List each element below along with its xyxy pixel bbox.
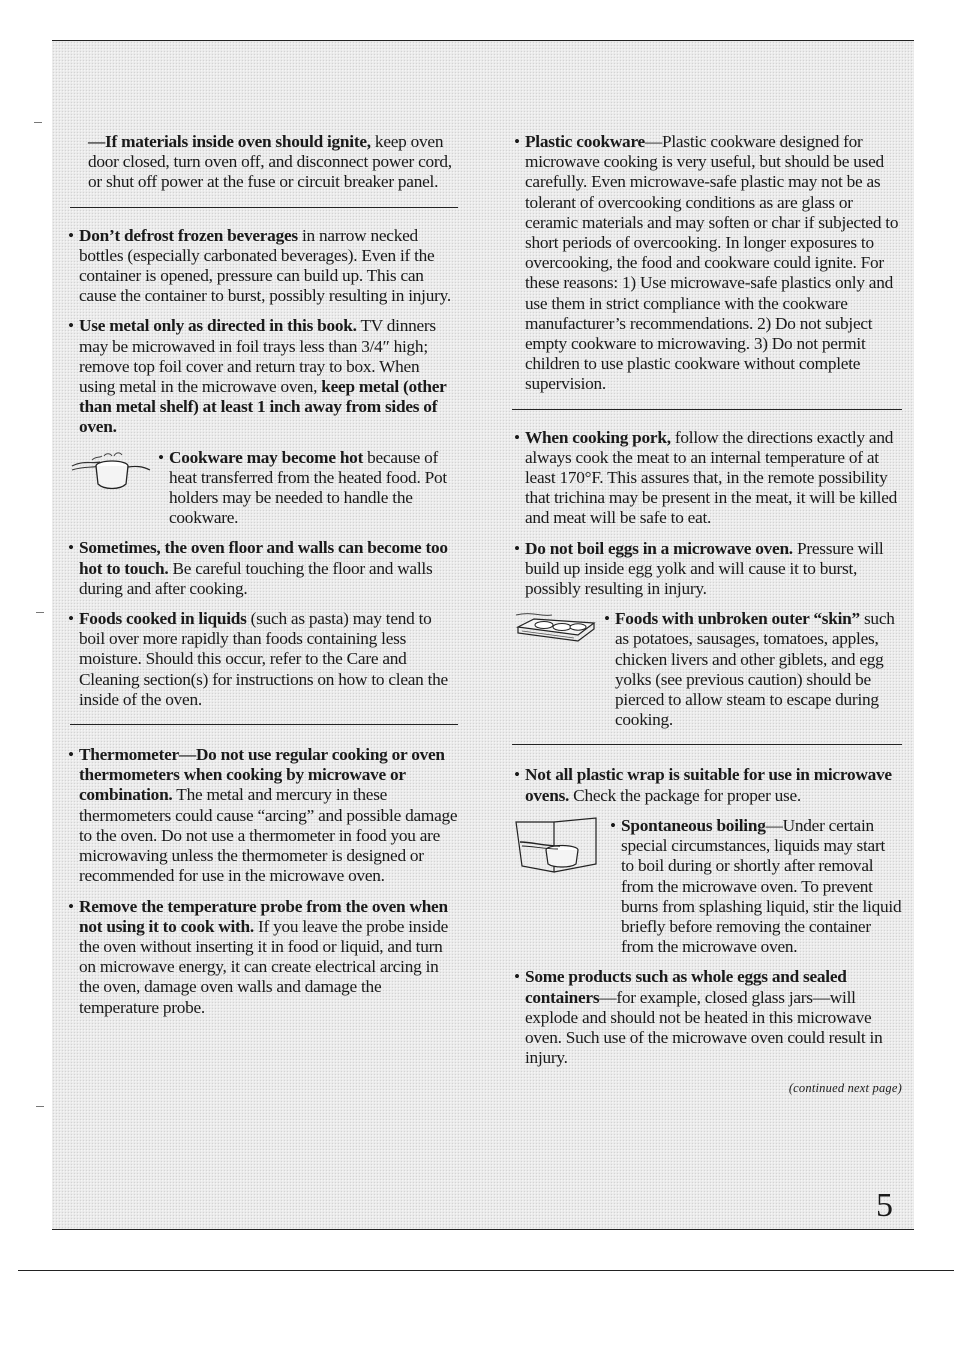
plastic-wrap-warning: • Not all plastic wrap is suitable for use in microwave ovens. Check the package for proper use. bbox=[514, 765, 892, 805]
continued-note: (continued next page) bbox=[788, 1081, 902, 1096]
section-divider bbox=[70, 724, 458, 725]
defrost-warning: • Don’t defrost frozen beverages in narrow necked bottles (especially carbonated beverages). Even if the container is opened, pressure can build up. This can cause the container to burst, possibly resulting in injury. bbox=[68, 225, 451, 306]
floor-walls-warning: • Sometimes, the oven floor and walls can become too hot to touch. Be careful touching the floor and walls during and after cooking. bbox=[68, 538, 448, 598]
thermometer-warning: • Thermometer—Do not use regular cooking or oven thermometers when cooking by microwave or combination. The metal and mercury in these thermometers could cause “arcing” and possible damage to the oven. Do not use a thermometer in food you are microwaving unless the thermometer is designed or recommended for use in the microwave oven. bbox=[68, 745, 458, 886]
left-column bbox=[66, 132, 458, 1018]
boiling-item bbox=[512, 816, 902, 957]
margin-tick bbox=[36, 1106, 44, 1107]
hot-pot-icon bbox=[70, 450, 152, 494]
skin-warning: • Foods with unbroken outer “skin” such as potatoes, sausages, tomatoes, apples, chicken livers and other giblets, and egg yolks (see previous caution) should be pierced to allow steam to escape during cooking. bbox=[604, 609, 895, 730]
right-column bbox=[512, 132, 902, 1096]
sausage-dish-icon bbox=[512, 609, 598, 647]
margin-tick bbox=[36, 612, 44, 613]
page-number: 5 bbox=[876, 1187, 893, 1224]
ignite-warning: —If materials inside oven should ignite, keep oven door closed, turn oven off, and disconnect power cord, or shut off power at the fuse or circuit breaker panel. bbox=[88, 132, 452, 192]
margin-tick bbox=[34, 122, 42, 123]
section-divider bbox=[512, 409, 902, 410]
eggs-warning: • Do not boil eggs in a microwave oven. Pressure will build up inside egg yolk and will cause it to burst, possibly resulting in injury. bbox=[514, 538, 884, 599]
probe-warning: • Remove the temperature probe from the oven when not using it to cook with. If you leave the probe inside the oven without inserting it in food or liquid, and turn on microwave energy, it can create electrical arcing in the oven, damage oven walls and damage the temperature probe. bbox=[68, 896, 449, 1017]
pork-warning: • When cooking pork, follow the directions exactly and always cook the meat to an internal temperature of at least 170°F. This assures that, in the remote possibility that trichina may be present in the meat, it will be killed and meat will be safe to eat. bbox=[514, 427, 898, 528]
sealed-containers-warning: • Some products such as whole eggs and sealed containers—for example, closed glass jars—will explode and should not be heated in this microwave oven. Such use of the microwave oven could result in injury. bbox=[514, 967, 883, 1068]
skin-item bbox=[512, 609, 902, 730]
section-divider bbox=[512, 744, 902, 745]
liquids-warning: • Foods cooked in liquids (such as pasta) may tend to boil over more rapidly than foods containing less moisture. Should this occur, refer to the Care and Cleaning section(s) for instructions on how to clean the inside of the oven. bbox=[68, 609, 448, 709]
section-divider bbox=[70, 207, 458, 208]
cookware-hot-item bbox=[66, 448, 458, 529]
plastic-cookware-warning: • Plastic cookware—Plastic cookware designed for microwave cooking is very useful, but should be used carefully. Even microwave-safe plastic may not be as tolerant of overcooking conditions as are glass or ceramic materials and may soften or char if subjected to short periods of overcooking. In longer exposures to overcooking, the food and cookware could ignite. For these reasons: 1) Use microwave-safe plastics only and use them in strict compliance with the cookware manufacturer’s recommendations. 2) Do not subject empty cookware to microwaving. 3) Do not permit children to use plastic cookware without complete supervision. bbox=[514, 132, 899, 394]
bottom-rule bbox=[18, 1270, 954, 1271]
cookware-hot-warning: • Cookware may become hot because of heat transferred from the heated food. Pot holders may be needed to handle the cookware. bbox=[158, 447, 447, 528]
boiling-bowl-icon bbox=[514, 816, 600, 876]
metal-warning: • Use metal only as directed in this book. TV dinners may be microwaved in foil trays less than 3/4″ high; remove top foil cover and return tray to box. When using metal in the microwave oven, keep metal (other than metal shelf) at least 1 inch away from sides of oven. bbox=[68, 316, 447, 437]
boiling-warning: • Spontaneous boiling—Under certain special circumstances, liquids may start to boil during or shortly after removal from the microwave oven. To prevent burns from splashing liquid, stir the liquid briefly before removing the container from the microwave oven. bbox=[610, 815, 902, 957]
